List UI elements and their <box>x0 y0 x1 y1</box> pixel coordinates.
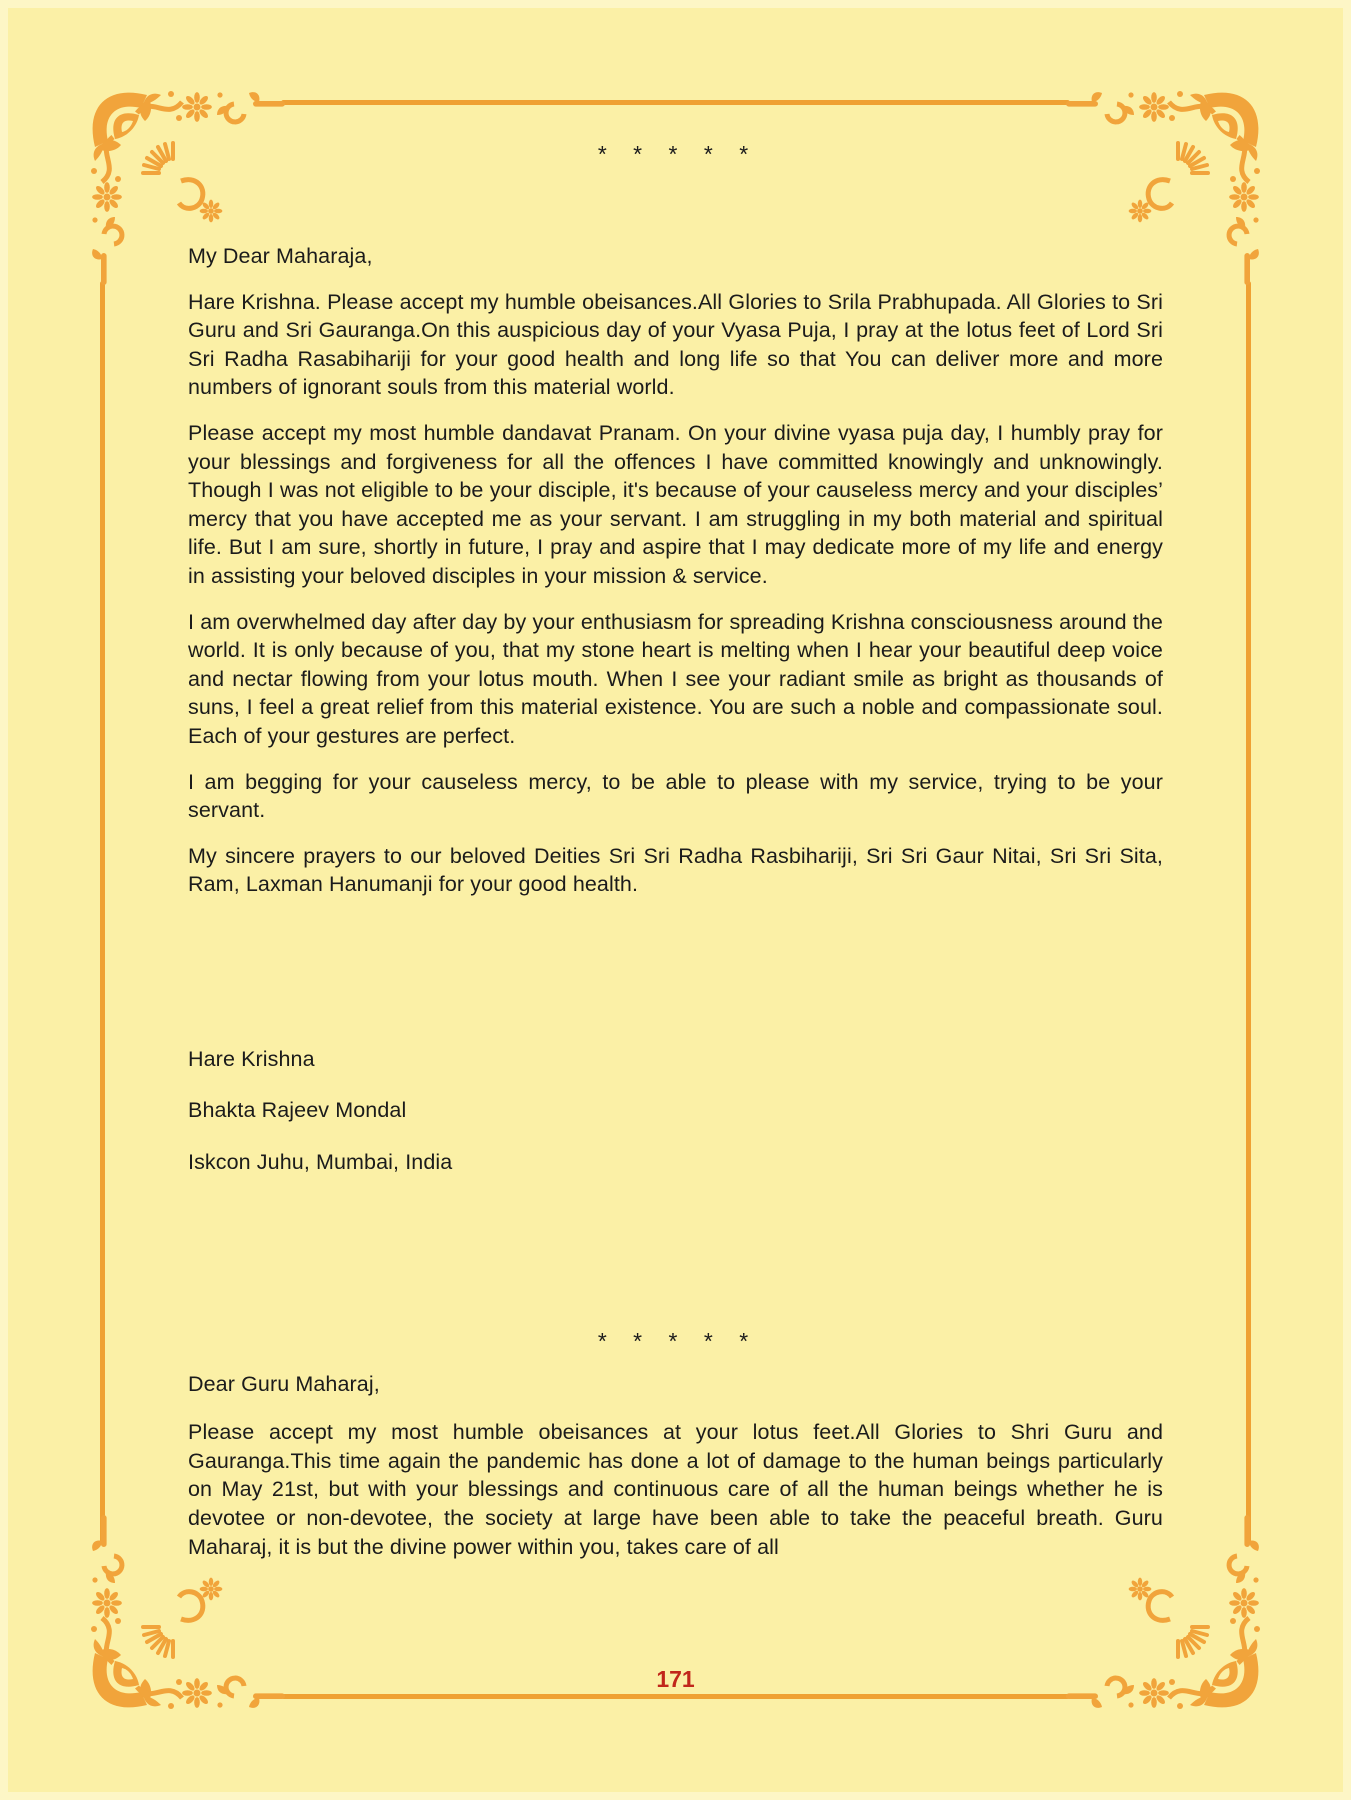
letter1-paragraph: Hare Krishna. Please accept my humble obeisances.All Glories to Srila Prabhupada. All Glories to Sri Guru and Sri Gauranga.On this auspicious day of your Vyasa Puja, I pray at the lotus feet of Lord Sri Sri Radha Rasabihariji for your good health and long life so that You can deliver more and more numbers of ignorant souls from this material world. <box>188 289 1163 400</box>
letter1-signature-location: Iskcon Juhu, Mumbai, India <box>188 1150 453 1175</box>
frame-line-left <box>100 281 105 1545</box>
letter1-paragraph: I am begging for your causeless mercy, to be able to please with my service, trying to be your servant. <box>188 769 1163 823</box>
letter1-paragraph: I am overwhelmed day after day by your enthusiasm for spreading Krishna consciousness around the world. It is only because of you, that my stone heart is melting when I hear your beautiful deep voice and nectar flowing from your lotus mouth. When I see your radiant smile as bright as thousands of suns, I feel a great relief from this material existence. You are such a noble and compassionate soul. Each of your gestures are perfect. <box>188 609 1163 748</box>
frame-line-bottom <box>281 1694 1070 1699</box>
letter1-paragraph: My sincere prayers to our beloved Deities Sri Sri Radha Rasbihariji, Sri Sri Gaur Nitai, Sri Sri Sita, Ram, Laxman Hanumanji for your good health. <box>188 843 1163 897</box>
frame-line-top <box>281 100 1070 105</box>
section-separator-stars: * * * * * <box>596 1327 755 1354</box>
page-number: 171 <box>656 1666 695 1692</box>
letter2-salutation: Dear Guru Maharaj, <box>188 1371 380 1396</box>
frame-line-right <box>1246 281 1251 1545</box>
letter1-salutation: My Dear Maharaja, <box>188 244 373 268</box>
letter1-paragraph: Please accept my most humble dandavat Pranam. On your divine vyasa puja day, I humbly pray for your blessings and forgiveness for all the offences I have committed knowingly and unknowingly. Though I was not eligible to be your disciple, it's because of your causeless mercy and your disciples’ mercy that you have accepted me as your servant. I am struggling in my both material and spiritual life. But I am sure, shortly in future, I pray and aspire that I may dedicate more of my life and energy in assisting your beloved disciples in your mission & service. <box>188 420 1163 588</box>
page-text-column <box>188 140 1163 1561</box>
letter1-signature-name: Bhakta Rajeev Mondal <box>188 1098 407 1123</box>
section-separator-stars: * * * * * <box>596 141 755 167</box>
letter1-signature-greeting: Hare Krishna <box>188 1046 315 1071</box>
letter2-paragraph: Please accept my most humble obeisances at your lotus feet.All Glories to Shri Guru and Gauranga.This time again the pandemic has done a lot of damage to the human beings particularly on May 21st, but with your blessings and continuous care of all the human beings whether he is devotee or non-devotee, the society at large have been able to take the peaceful breath. Guru Maharaj, it is but the divine power within you, takes care of all <box>188 1420 1163 1559</box>
